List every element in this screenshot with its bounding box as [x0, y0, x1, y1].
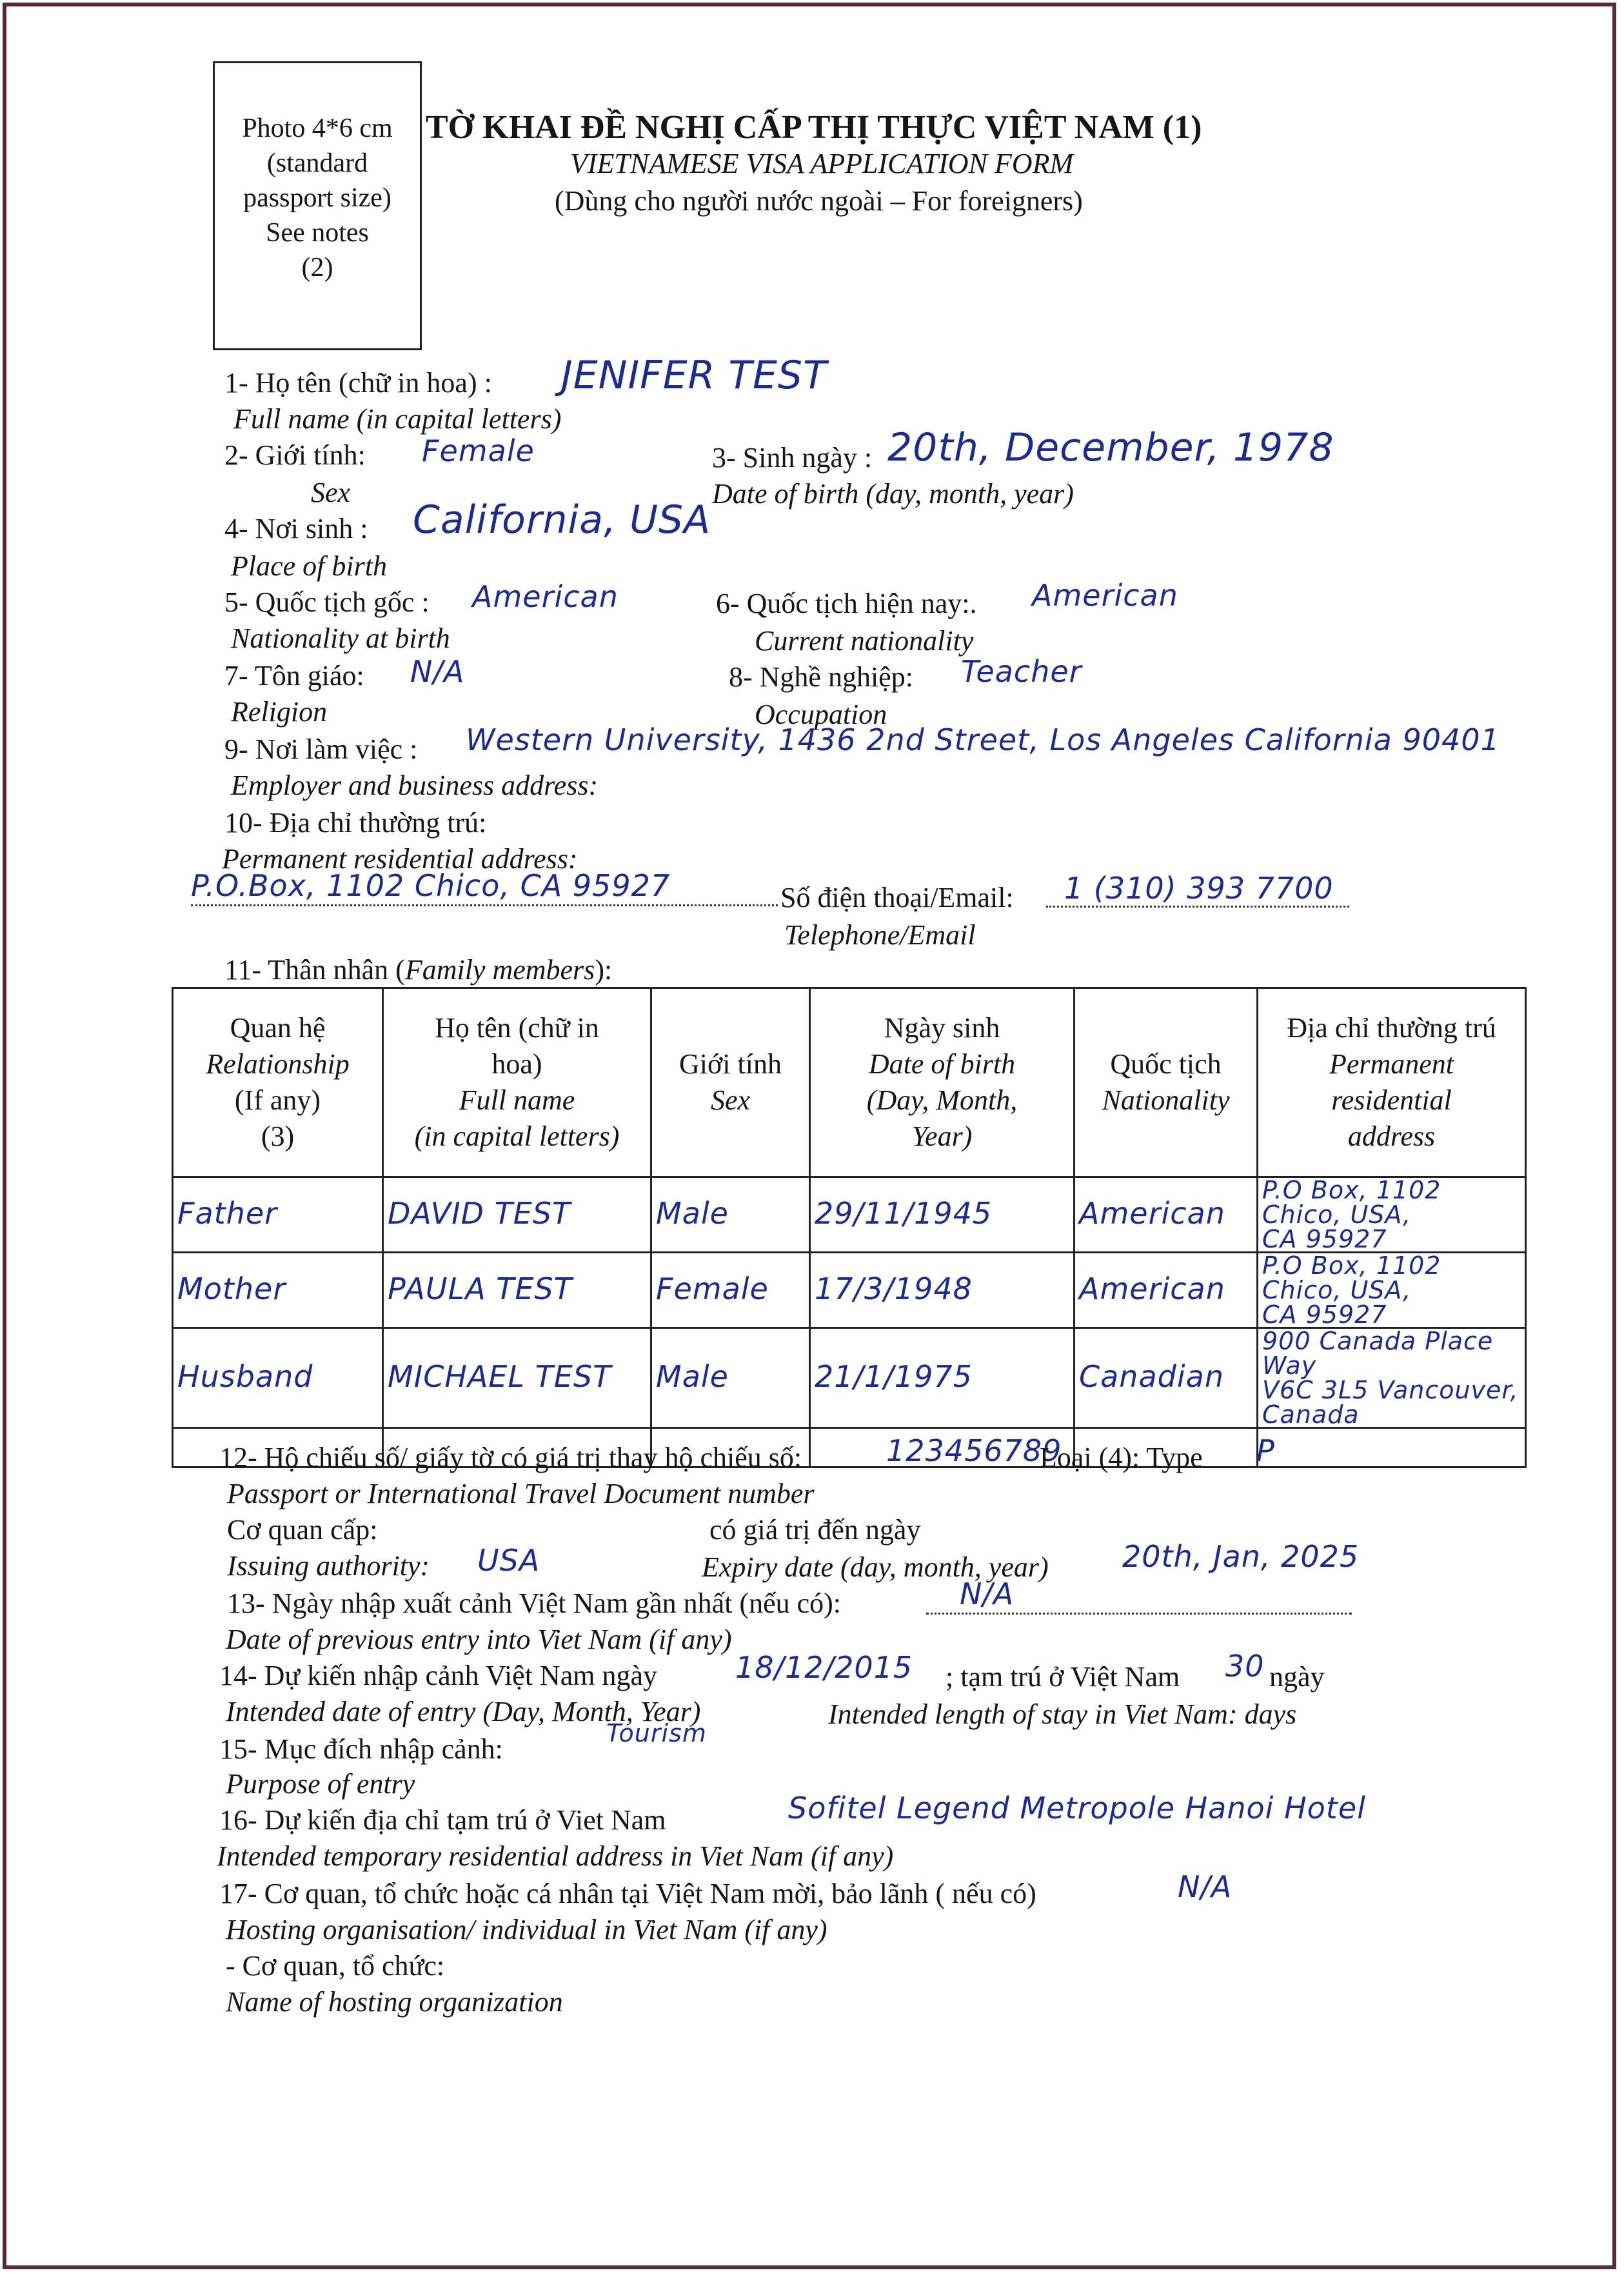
photo-line: See notes [266, 218, 369, 248]
cell-text: Canadian [1079, 1359, 1224, 1394]
form-note: (Dùng cho người nước ngoài – For foreigners) [555, 185, 1083, 217]
dob-label-en: Date of birth (day, month, year) [712, 478, 1074, 510]
family-members-table [172, 987, 1527, 1468]
header-nationality [1074, 988, 1258, 1177]
phone-value[interactable]: 1 (310) 393 7700 [1064, 871, 1334, 906]
family-label-end: ): [595, 954, 613, 986]
religion-value[interactable]: N/A [410, 654, 465, 689]
fullname-label-en: Full name (in capital letters) [233, 403, 562, 435]
occupation-value[interactable]: Teacher [961, 654, 1082, 689]
cell-relation[interactable] [173, 1328, 383, 1428]
header-text: Year) [911, 1120, 973, 1152]
cell-address[interactable] [1258, 1177, 1526, 1253]
sex-value[interactable]: Female [422, 433, 535, 468]
header-text: Permanent [1329, 1048, 1454, 1080]
fullname-value[interactable]: JENIFER TEST [561, 353, 827, 398]
header-text: Họ tên (chữ in [435, 1012, 599, 1044]
cell-text: 900 Canada Place Way [1262, 1327, 1494, 1380]
cell-text: American [1079, 1196, 1225, 1231]
header-text: (Day, Month, [866, 1084, 1018, 1116]
photo-placeholder-box [213, 61, 422, 350]
host-label: 17- Cơ quan, tổ chức hoặc cá nhân tại Việt Nam mời, bảo lãnh ( nếu có) [219, 1878, 1036, 1909]
cell-text: 17/3/1948 [815, 1271, 973, 1306]
cell-relation[interactable] [173, 1177, 383, 1253]
expiry-label: có giá trị đến ngày [709, 1514, 921, 1546]
cell-text: V6C 3L5 Vancouver, Canada [1262, 1376, 1519, 1429]
birthplace-value[interactable]: California, USA [413, 497, 711, 542]
cell-text: Mother [177, 1271, 286, 1306]
temp-address-label-en: Intended temporary residential address in Viet Nam (if any) [217, 1840, 894, 1872]
address-label: 10- Địa chỉ thường trú: [224, 807, 487, 839]
nationality-birth-label-en: Nationality at birth [231, 622, 450, 654]
religion-label: 7- Tôn giáo: [224, 660, 364, 691]
entry-date-label-en: Intended date of entry (Day, Month, Year) [226, 1696, 701, 1727]
passport-type-label: Loại (4): Type [1040, 1442, 1203, 1473]
address-dotted-line [191, 904, 778, 906]
cell-empty[interactable] [1258, 1428, 1526, 1467]
cell-text: P.O Box, 1102 Chico, USA, [1262, 1176, 1441, 1229]
cell-text: CA 95927 [1262, 1300, 1387, 1329]
header-text: hoa) [491, 1048, 542, 1080]
cell-text: P.O Box, 1102 Chico, USA, [1262, 1251, 1441, 1304]
religion-label-en: Religion [231, 696, 328, 728]
previous-entry-value[interactable]: N/A [960, 1576, 1015, 1611]
header-text: (3) [261, 1120, 295, 1152]
cell-dob[interactable] [810, 1177, 1074, 1253]
previous-entry-label-en: Date of previous entry into Viet Nam (if any) [226, 1624, 732, 1655]
cell-sex[interactable] [651, 1177, 810, 1253]
cell-text: American [1079, 1271, 1225, 1306]
sex-label: 2- Giới tính: [224, 439, 366, 471]
passport-label: 12- Hộ chiếu số/ giấy tờ có giá trị thay hộ chiếu số: [219, 1442, 802, 1473]
issuer-label: Cơ quan cấp: [227, 1514, 378, 1546]
temp-address-value[interactable]: Sofitel Legend Metropole Hanoi Hotel [788, 1791, 1366, 1825]
issuer-label-en: Issuing authority: [227, 1550, 430, 1582]
cell-name[interactable] [383, 1328, 651, 1428]
family-label-en: Family members [404, 954, 595, 986]
host-value[interactable]: N/A [1178, 1869, 1233, 1904]
form-subtitle: VIETNAMESE VISA APPLICATION FORM [570, 148, 1074, 179]
address-label-en: Permanent residential address: [222, 843, 578, 875]
sex-label-en: Sex [311, 477, 351, 508]
cell-address[interactable] [1258, 1328, 1526, 1428]
header-text: Relationship [206, 1048, 350, 1080]
cell-sex[interactable] [651, 1328, 810, 1428]
cell-text: Husband [177, 1359, 313, 1394]
employer-value[interactable]: Western University, 1436 2nd Street, Los Angeles California 90401 [466, 722, 1500, 757]
stay-label: ; tạm trú ở Việt Nam [946, 1661, 1180, 1693]
header-address [1258, 988, 1526, 1177]
cell-address[interactable] [1258, 1253, 1526, 1328]
cell-text: MICHAEL TEST [388, 1359, 612, 1394]
cell-relation[interactable] [173, 1253, 383, 1328]
header-text: Date of birth [868, 1048, 1016, 1080]
dob-label: 3- Sinh ngày : [712, 442, 873, 473]
stay-unit: ngày [1269, 1661, 1325, 1693]
birthplace-label: 4- Nơi sinh : [224, 513, 368, 544]
header-text: Full name [459, 1084, 575, 1116]
cell-name[interactable] [383, 1177, 651, 1253]
header-text: Giới tính [679, 1048, 782, 1080]
cell-nationality[interactable] [1074, 1253, 1258, 1328]
birthplace-label-en: Place of birth [231, 550, 387, 582]
header-text: Địa chỉ thường trú [1287, 1012, 1496, 1044]
nationality-birth-value[interactable]: American [472, 579, 619, 614]
entry-date-label: 14- Dự kiến nhập cảnh Việt Nam ngày [219, 1660, 657, 1691]
dob-value[interactable]: 20th, December, 1978 [887, 425, 1334, 470]
cell-text: Female [656, 1271, 769, 1306]
issuer-value[interactable]: USA [477, 1543, 540, 1578]
host-org-label: - Cơ quan, tổ chức: [226, 1950, 445, 1982]
current-nationality-label: 6- Quốc tịch hiện nay:. [716, 588, 977, 619]
cell-text: Father [177, 1196, 278, 1231]
cell-nationality[interactable] [1074, 1177, 1258, 1253]
header-text: (If any) [234, 1084, 321, 1116]
cell-sex[interactable] [651, 1253, 810, 1328]
header-text: Nationality [1102, 1084, 1230, 1116]
header-fullname [383, 988, 651, 1177]
cell-text: CA 95927 [1262, 1225, 1387, 1253]
family-label [224, 956, 612, 984]
host-org-label-en: Name of hosting organization [226, 1986, 563, 2018]
phone-dotted-line [1046, 906, 1349, 908]
cell-text: 21/1/1975 [815, 1359, 973, 1394]
nationality-birth-label: 5- Quốc tịch gốc : [224, 586, 430, 618]
table-row [173, 1253, 1526, 1328]
photo-line: (standard [266, 148, 368, 178]
header-relationship [173, 988, 383, 1177]
phone-label: Số điện thoại/Email: [780, 882, 1014, 913]
entry-date-value[interactable]: 18/12/2015 [735, 1650, 913, 1685]
cell-dob[interactable] [810, 1328, 1074, 1428]
table-row [173, 1328, 1526, 1428]
table-header-row [173, 988, 1526, 1177]
passport-value[interactable]: 123456789 [886, 1433, 1062, 1468]
photo-line: passport size) [243, 183, 391, 213]
expiry-value[interactable]: 20th, Jan, 2025 [1122, 1539, 1360, 1574]
occupation-label: 8- Nghề nghiệp: [729, 661, 913, 693]
passport-label-en: Passport or International Travel Document number [227, 1478, 815, 1509]
header-text: Ngày sinh [884, 1012, 1000, 1044]
photo-line: Photo 4*6 cm [242, 114, 393, 143]
header-text: Quan hệ [230, 1012, 326, 1044]
fullname-label: 1- Họ tên (chữ in hoa) : [224, 367, 492, 399]
cell-name[interactable] [383, 1253, 651, 1328]
temp-address-label: 16- Dự kiến địa chỉ tạm trú ở Viet Nam [219, 1804, 666, 1836]
purpose-label: 15- Mục đích nhập cảnh: [219, 1733, 503, 1765]
address-value[interactable]: P.O.Box, 1102 Chico, CA 95927 [191, 868, 671, 903]
cell-text: PAULA TEST [388, 1271, 573, 1306]
header-text: address [1347, 1120, 1436, 1152]
stay-label-en: Intended length of stay in Viet Nam: days [828, 1698, 1297, 1730]
photo-line: (2) [301, 253, 333, 283]
header-dob [810, 988, 1074, 1177]
host-label-en: Hosting organisation/ individual in Viet Nam (if any) [226, 1914, 827, 1945]
stay-value[interactable]: 30 [1225, 1649, 1265, 1684]
passport-type-value[interactable]: P [1256, 1433, 1275, 1468]
header-text: Sex [710, 1084, 751, 1116]
cell-text: Male [656, 1359, 729, 1394]
header-text: (in capital letters) [414, 1120, 620, 1152]
expiry-label-en: Expiry date (day, month, year) [702, 1551, 1049, 1583]
form-title: TỜ KHAI ĐỀ NGHỊ CẤP THỊ THỰC VIỆT NAM (1) [426, 109, 1202, 146]
phone-label-en: Telephone/Email [784, 919, 976, 951]
employer-label: 9- Nơi làm việc : [224, 733, 418, 765]
header-text: residential [1331, 1084, 1452, 1116]
occupation-label-en: Occupation [755, 699, 887, 730]
cell-text: DAVID TEST [388, 1196, 571, 1231]
cell-text: Male [656, 1196, 729, 1231]
previous-entry-dotted-line [926, 1613, 1352, 1615]
table-row [173, 1177, 1526, 1253]
current-nationality-label-en: Current nationality [755, 625, 974, 657]
purpose-value[interactable]: Tourism [606, 1719, 707, 1747]
previous-entry-label: 13- Ngày nhập xuất cảnh Việt Nam gần nhất (nếu có): [227, 1587, 842, 1619]
current-nationality-value[interactable]: American [1032, 578, 1178, 613]
header-text: Quốc tịch [1110, 1048, 1222, 1080]
family-label-vn: 11- Thân nhân ( [224, 954, 405, 986]
cell-text: 29/11/1945 [815, 1196, 993, 1231]
header-sex [651, 988, 810, 1177]
cell-nationality[interactable] [1074, 1328, 1258, 1428]
purpose-label-en: Purpose of entry [226, 1768, 415, 1800]
cell-dob[interactable] [810, 1253, 1074, 1328]
employer-label-en: Employer and business address: [231, 770, 599, 801]
